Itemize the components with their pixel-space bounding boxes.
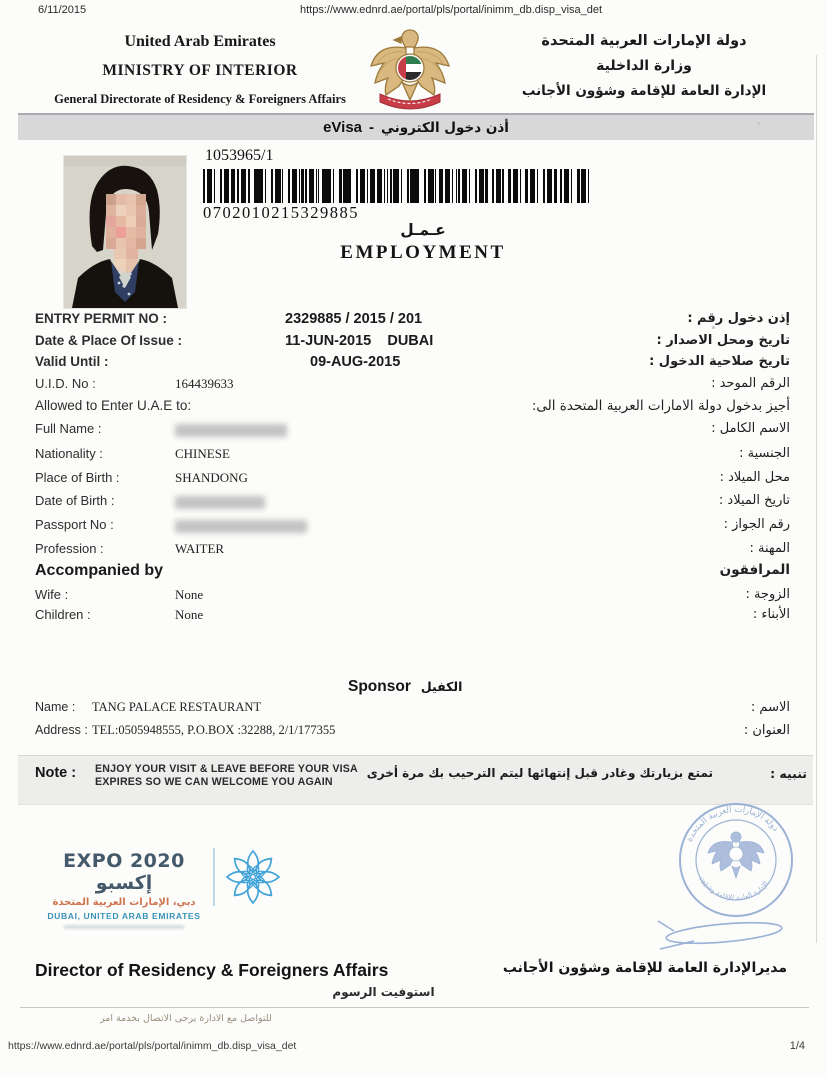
field-label-ar: أجيز بدخول دولة الامارات العربية المتحدة الى: <box>531 398 790 414</box>
ministry-name: MINISTRY OF INTERIOR <box>102 62 298 79</box>
field-row-sponsor-name <box>35 700 790 720</box>
field-label-en: U.I.D. No : <box>35 376 96 391</box>
field-label-ar: الأبناء : <box>752 607 790 622</box>
print-url: https://www.ednrd.ae/portal/pls/portal/inimm_db.disp_visa_det <box>300 4 603 16</box>
page-indicator: 1/4 <box>789 1040 805 1052</box>
country-name-ar: دولة الإمارات العربية المتحدة <box>541 33 747 49</box>
sponsor-title-ar: الكفيل <box>420 679 463 694</box>
footer-divider <box>20 1007 809 1008</box>
field-value: 09-AUG-2015 <box>310 354 401 370</box>
field-row-profession <box>35 541 790 561</box>
expo-faint-line <box>64 925 184 929</box>
field-label-en: Nationality : <box>35 446 103 461</box>
field-value: None <box>175 587 204 602</box>
field-label-ar: الرقم الموحد : <box>711 376 790 391</box>
note-text-line2: EXPIRES SO WE CAN WELCOME YOU AGAIN <box>95 776 333 788</box>
field-label-en: Valid Until : <box>35 354 109 369</box>
field-label-ar: إذن دخول رقم : <box>687 311 790 326</box>
note-label-ar: تنبيه : <box>770 766 807 781</box>
directorate-name-ar: الإدارة العامة للإقامة وشؤون الأجانب <box>521 83 767 99</box>
field-label-ar: الاسم : <box>750 700 790 715</box>
field-label-en: Passport No : <box>35 517 114 532</box>
field-row-passport-no <box>35 517 790 537</box>
barcode-number: 0702010215329885 <box>203 203 359 222</box>
expo-rosette-icon <box>225 848 281 911</box>
field-label-ar: تاريخ صلاحية الدخول : <box>649 354 790 369</box>
evisa-label: eVisa <box>323 119 363 136</box>
scan-speck <box>712 326 715 329</box>
field-label-ar: الاسم الكامل : <box>711 421 790 436</box>
section-title-ar: المرافقون <box>719 562 790 578</box>
evisa-title-banner <box>18 113 814 140</box>
accompanied-by-section-title <box>35 562 790 584</box>
ministry-header-english <box>35 33 365 107</box>
field-row-wife <box>35 587 790 607</box>
field-label-en: Date & Place Of Issue : <box>35 333 183 348</box>
applicant-photo <box>63 155 187 309</box>
field-row-date-of-birth <box>35 493 790 513</box>
field-value: 11-JUN-2015 DUBAI <box>285 333 434 349</box>
note-text-en <box>95 763 358 789</box>
field-label-en: Allowed to Enter U.A.E to: <box>35 398 192 413</box>
director-signature <box>652 903 802 966</box>
field-label-ar: رقم الجواز : <box>723 517 790 532</box>
field-row-children <box>35 607 790 627</box>
directorate-name: General Directorate of Residency & Foreigners Affairs <box>54 92 346 106</box>
field-row-nationality <box>35 446 790 466</box>
section-title-en: Accompanied by <box>35 562 164 579</box>
redacted-value <box>175 424 287 437</box>
field-value-redacted <box>175 493 265 509</box>
field-value-redacted <box>175 421 287 437</box>
director-title-ar: مديرالإدارة العامة للإقامة وشؤون الأجانب <box>502 960 787 976</box>
field-label-en: Name : <box>35 700 76 714</box>
visa-type-english: EMPLOYMENT <box>340 242 506 263</box>
ministry-header-arabic <box>489 33 799 99</box>
field-label-en: Place of Birth : <box>35 470 120 485</box>
field-label-en: Wife : <box>35 587 69 602</box>
redacted-value <box>175 520 307 533</box>
sponsor-section-title <box>348 678 462 696</box>
field-row-allowed-to-enter <box>35 398 790 418</box>
field-value: 164439633 <box>175 376 234 391</box>
field-label-en: ENTRY PERMIT NO : <box>35 311 168 326</box>
director-title-en: Director of Residency & Foreigners Affairs <box>35 960 389 980</box>
visa-type-arabic: عـمـل <box>400 221 446 239</box>
expo-subtitle-en: DUBAI, UNITED ARAB EMIRATES <box>47 911 201 921</box>
field-value: TANG PALACE RESTAURANT <box>92 700 262 714</box>
field-label-ar: تاريخ الميلاد : <box>718 493 790 508</box>
field-row-full-name <box>35 421 790 441</box>
contact-note-ar: للتواصل مع الادارة يرجى الاتصال بخدمة امر <box>100 1013 272 1024</box>
field-row-sponsor-address <box>35 723 790 743</box>
expo-title: EXPO 2020 إكسبو <box>63 850 185 894</box>
field-label-en: Address : <box>35 723 88 737</box>
scan-speck <box>757 122 760 125</box>
ministry-name-ar: وزارة الداخلية <box>596 58 692 74</box>
uae-falcon-emblem-icon <box>364 28 456 119</box>
visa-type-title <box>303 221 543 264</box>
field-value: CHINESE <box>175 446 230 461</box>
field-value: 2329885 / 2015 / 201 <box>285 311 423 327</box>
banner-separator: - <box>369 119 375 136</box>
country-name: United Arab Emirates <box>124 33 276 50</box>
expo-2020-logo <box>35 838 285 922</box>
svg-text:دولة الإمارات العربية المتحدة: دولة الإمارات العربية المتحدة <box>684 804 781 844</box>
field-label-en: Full Name : <box>35 421 102 436</box>
field-value: WAITER <box>175 541 225 556</box>
field-row-date-place-of-issue <box>35 333 790 353</box>
field-label-ar: تاريخ ومحل الاصدار : <box>656 333 790 348</box>
redacted-value <box>175 496 265 509</box>
scan-artifact-line <box>816 55 817 943</box>
print-footer-url: https://www.ednrd.ae/portal/pls/portal/inimm_db.disp_visa_det <box>8 1040 297 1052</box>
barcode-icon <box>203 169 589 203</box>
field-label-ar: الزوجة : <box>745 587 790 602</box>
sponsor-title-en: Sponsor <box>348 678 411 695</box>
field-row-uid-no <box>35 376 790 396</box>
field-label-ar: المهنة : <box>749 541 790 556</box>
expo-divider <box>213 848 215 906</box>
visa-file-number: 1053965/1 <box>205 147 274 164</box>
field-value: TEL:0505948555, P.O.BOX :32288, 2/1/177355 <box>92 723 336 737</box>
note-text-line1: ENJOY YOUR VISIT & LEAVE BEFORE YOUR VISA <box>95 763 358 775</box>
field-row-place-of-birth <box>35 470 790 490</box>
note-label-en: Note : <box>35 765 77 781</box>
field-label-en: Children : <box>35 607 91 622</box>
field-label-ar: محل الميلاد : <box>719 470 790 485</box>
field-row-entry-permit-no <box>35 311 790 331</box>
note-text-ar: تمتع بزيارتك وغادر قبل إنتهائها ليتم الترحيب بك مرة أخرى <box>366 766 713 780</box>
field-label-ar: العنوان : <box>743 723 790 738</box>
expo-subtitle-ar: دبي، الإمارات العربية المتحدة <box>52 897 196 908</box>
field-label-ar: الجنسية : <box>739 446 790 461</box>
expo-logo-text <box>43 850 205 929</box>
field-row-valid-until <box>35 354 790 374</box>
field-label-en: Profession : <box>35 541 104 556</box>
fees-collected-ar: استوفيت الرسوم <box>332 985 435 999</box>
print-date: 6/11/2015 <box>38 4 87 16</box>
field-label-en: Date of Birth : <box>35 493 115 508</box>
svg-text:الإدارة العامة للإقامة وشؤون: الإدارة العامة للإقامة وشؤون <box>697 874 770 903</box>
field-value: None <box>175 607 204 622</box>
field-value: SHANDONG <box>175 470 248 485</box>
field-value-redacted <box>175 517 307 533</box>
evisa-label-ar: أذن دخول الكتروني <box>381 119 509 136</box>
